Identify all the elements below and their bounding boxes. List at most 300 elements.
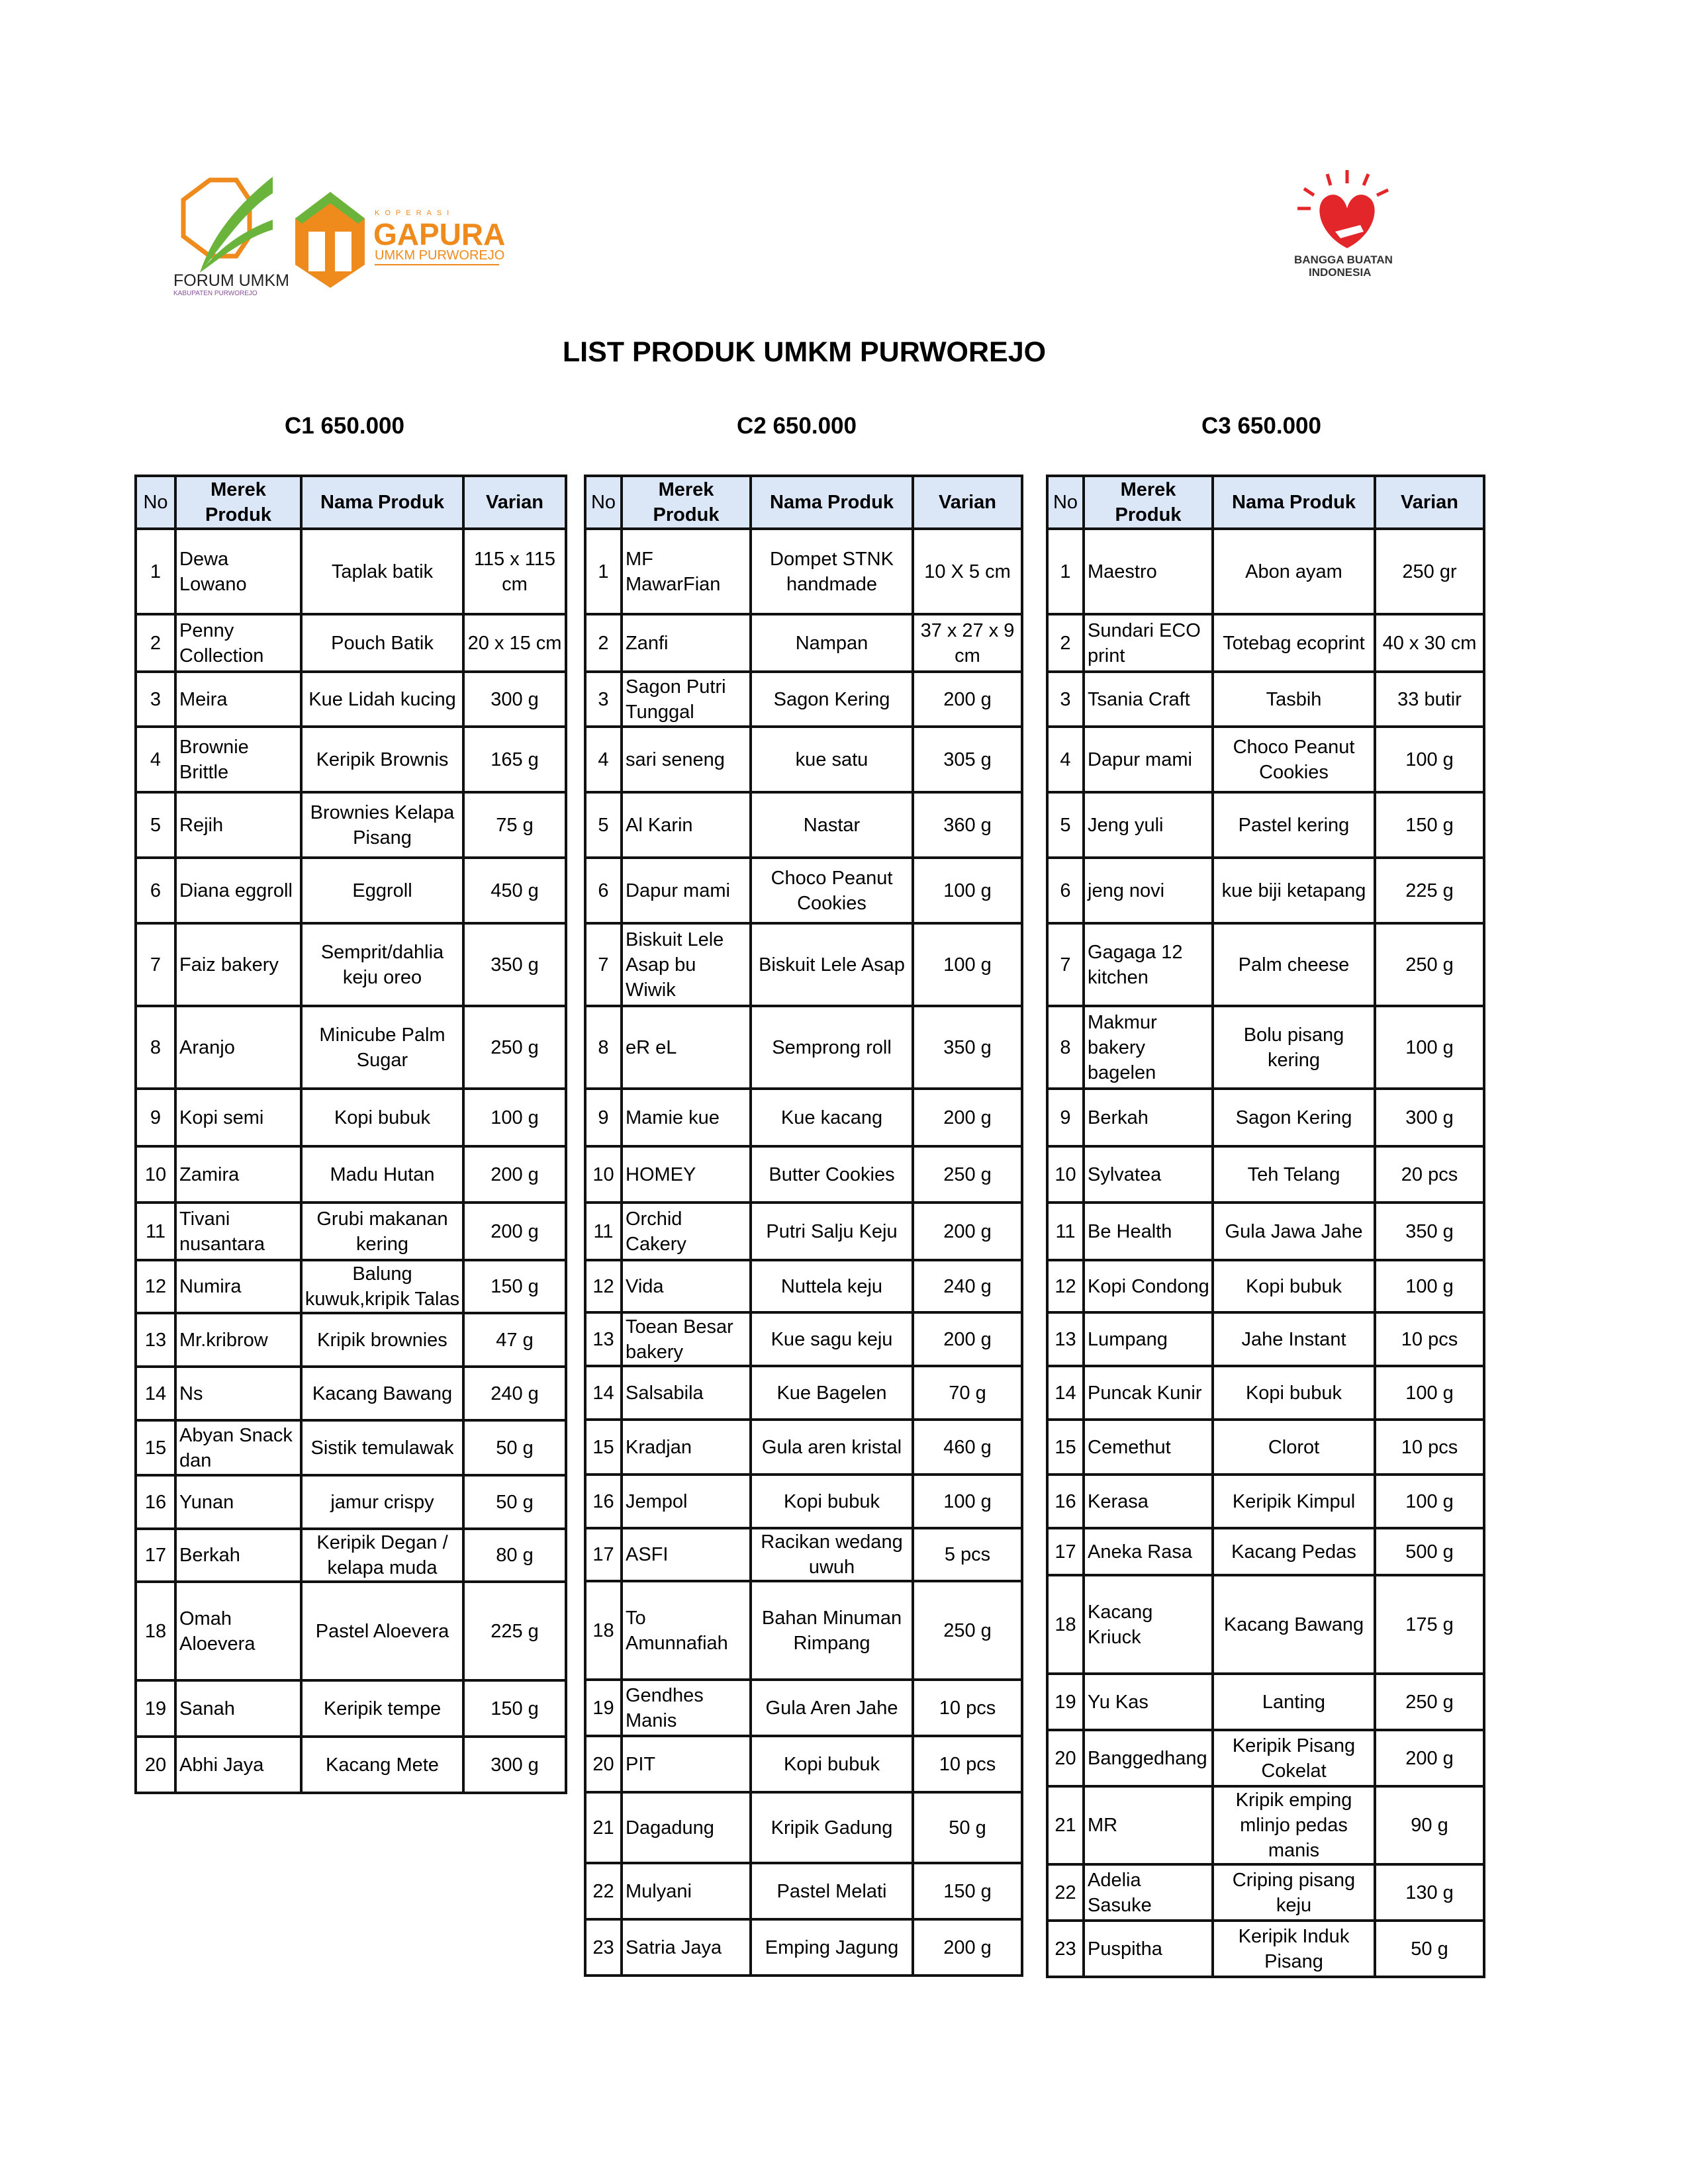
cell-product: Keripik Brownis [301, 727, 463, 792]
col-header-no: No [1047, 476, 1084, 529]
cell-product: Taplak batik [301, 529, 463, 614]
forum-umkm-logo [173, 173, 289, 297]
cell-brand: Meira [175, 672, 301, 727]
cell-no: 3 [585, 672, 622, 727]
cell-variant: 100 g [913, 1475, 1022, 1528]
cell-product: Totebag ecoprint [1213, 614, 1375, 672]
cell-no: 22 [585, 1863, 622, 1919]
cell-no: 14 [1047, 1366, 1084, 1420]
heart-icon [1294, 169, 1400, 281]
product-table-c1 [134, 475, 567, 1794]
cell-no: 20 [136, 1737, 175, 1793]
cell-product: Kopi bubuk [1213, 1260, 1375, 1312]
cell-no: 15 [585, 1420, 622, 1475]
cell-brand: Abhi Jaya [175, 1737, 301, 1793]
cell-product: Choco Peanut Cookies [751, 858, 913, 923]
cell-variant: 80 g [463, 1529, 566, 1582]
cell-product: Nuttela keju [751, 1260, 913, 1312]
cell-brand: eR eL [622, 1006, 751, 1089]
cell-variant: 40 x 30 cm [1375, 614, 1484, 672]
cell-no: 10 [585, 1146, 622, 1203]
cell-product: Keripik Degan / kelapa muda [301, 1529, 463, 1582]
cell-brand: PIT [622, 1736, 751, 1792]
cell-variant: 200 g [913, 1919, 1022, 1976]
cell-no: 18 [1047, 1575, 1084, 1674]
category-c1-title: C1 650.000 [285, 413, 404, 439]
cell-brand: To Amunnafiah [622, 1581, 751, 1680]
table-row [1047, 923, 1484, 1006]
cell-variant: 240 g [463, 1367, 566, 1420]
cell-no: 5 [1047, 792, 1084, 858]
cell-no: 17 [1047, 1528, 1084, 1575]
table-row [585, 792, 1022, 858]
cell-product: Madu Hutan [301, 1146, 463, 1203]
gapura-name: GAPURA [373, 217, 506, 251]
cell-variant: 100 g [463, 1089, 566, 1146]
category-c3-title: C3 650.000 [1201, 413, 1321, 439]
cell-product: Minicube Palm Sugar [301, 1006, 463, 1089]
col-header-variant: Varian [913, 476, 1022, 529]
table-row [1047, 727, 1484, 792]
cell-variant: 90 g [1375, 1786, 1484, 1864]
cell-variant: 10 pcs [913, 1680, 1022, 1736]
cell-brand: Orchid Cakery [622, 1203, 751, 1260]
cell-brand: Brownie Brittle [175, 727, 301, 792]
table-row [1047, 1312, 1484, 1366]
col-header-no: No [585, 476, 622, 529]
cell-variant: 100 g [1375, 1475, 1484, 1528]
table-row [1047, 792, 1484, 858]
cell-no: 16 [1047, 1475, 1084, 1528]
table-row [585, 614, 1022, 672]
cell-product: Putri Salju Keju [751, 1203, 913, 1260]
cell-brand: Maestro [1084, 529, 1213, 614]
table-row [1047, 858, 1484, 923]
cell-product: Balung kuwuk,kripik Talas [301, 1260, 463, 1313]
cell-variant: 200 g [913, 1089, 1022, 1146]
table-row [1047, 1089, 1484, 1146]
cell-variant: 150 g [463, 1260, 566, 1313]
cell-variant: 350 g [1375, 1203, 1484, 1260]
cell-product: Kacang Bawang [301, 1367, 463, 1420]
cell-product: Grubi makanan kering [301, 1203, 463, 1260]
table-row [1047, 1575, 1484, 1674]
cell-product: Kacang Pedas [1213, 1528, 1375, 1575]
table-row [585, 923, 1022, 1006]
table-row [136, 858, 566, 923]
cell-variant: 100 g [1375, 1260, 1484, 1312]
cell-brand: Tsania Craft [1084, 672, 1213, 727]
cell-no: 12 [136, 1260, 175, 1313]
table-row [1047, 1730, 1484, 1786]
gapura-subtitle: UMKM PURWOREJO [375, 248, 505, 263]
cell-brand: Aranjo [175, 1006, 301, 1089]
table-row [1047, 1420, 1484, 1475]
cell-no: 10 [1047, 1146, 1084, 1203]
cell-brand: MF MawarFian [622, 529, 751, 614]
table-row [585, 672, 1022, 727]
col-header-variant: Varian [463, 476, 566, 529]
cell-brand: Yunan [175, 1475, 301, 1529]
table-row [585, 1736, 1022, 1792]
cell-no: 10 [136, 1146, 175, 1203]
cell-brand: Banggedhang [1084, 1730, 1213, 1786]
cell-no: 17 [585, 1528, 622, 1581]
cell-no: 21 [1047, 1786, 1084, 1864]
cell-brand: Kopi Condong [1084, 1260, 1213, 1312]
cell-variant: 500 g [1375, 1528, 1484, 1575]
cell-brand: Numira [175, 1260, 301, 1313]
cell-no: 8 [1047, 1006, 1084, 1089]
col-header-brand: Merek Produk [622, 476, 751, 529]
cell-product: Bolu pisang kering [1213, 1006, 1375, 1089]
cell-product: Kacang Mete [301, 1737, 463, 1793]
cell-no: 19 [1047, 1674, 1084, 1730]
cell-no: 11 [585, 1203, 622, 1260]
table-row [136, 529, 566, 614]
table-row [1047, 1786, 1484, 1864]
cell-brand: Diana eggroll [175, 858, 301, 923]
table-row [136, 1475, 566, 1529]
col-header-brand: Merek Produk [175, 476, 301, 529]
cell-brand: Dewa Lowano [175, 529, 301, 614]
table-header-row [1047, 476, 1484, 529]
cell-no: 20 [1047, 1730, 1084, 1786]
cell-product: Jahe Instant [1213, 1312, 1375, 1366]
cell-product: Keripik Induk Pisang [1213, 1921, 1375, 1977]
cell-variant: 175 g [1375, 1575, 1484, 1674]
cell-brand: Sylvatea [1084, 1146, 1213, 1203]
col-header-variant: Varian [1375, 476, 1484, 529]
cell-product: Semprong roll [751, 1006, 913, 1089]
cell-product: Keripik tempe [301, 1680, 463, 1737]
cell-brand: Toean Besar bakery [622, 1312, 751, 1366]
cell-brand: Dagadung [622, 1792, 751, 1863]
cell-brand: Makmur bakery bagelen [1084, 1006, 1213, 1089]
cell-no: 3 [136, 672, 175, 727]
cell-brand: Mulyani [622, 1863, 751, 1919]
table-row [136, 1420, 566, 1475]
cell-product: Keripik Pisang Cokelat [1213, 1730, 1375, 1786]
cell-no: 17 [136, 1529, 175, 1582]
cell-no: 15 [136, 1420, 175, 1475]
gapura-top-text: KOPERASI [375, 209, 455, 217]
cell-variant: 350 g [463, 923, 566, 1006]
cell-no: 8 [585, 1006, 622, 1089]
cell-variant: 200 g [1375, 1730, 1484, 1786]
cell-no: 1 [585, 529, 622, 614]
cell-brand: Adelia Sasuke [1084, 1864, 1213, 1921]
cell-variant: 360 g [913, 792, 1022, 858]
cell-no: 9 [136, 1089, 175, 1146]
cell-variant: 250 g [463, 1006, 566, 1089]
table-row [136, 1737, 566, 1793]
col-header-product: Nama Produk [1213, 476, 1375, 529]
cell-brand: Aneka Rasa [1084, 1528, 1213, 1575]
cell-variant: 460 g [913, 1420, 1022, 1475]
cell-brand: Zamira [175, 1146, 301, 1203]
cell-brand: Omah Aloevera [175, 1582, 301, 1680]
table-row [136, 1146, 566, 1203]
page-title: LIST PRODUK UMKM PURWOREJO [562, 336, 1047, 368]
cell-brand: Biskuit Lele Asap bu Wiwik [622, 923, 751, 1006]
cell-brand: Kradjan [622, 1420, 751, 1475]
cell-brand: Tivani nusantara [175, 1203, 301, 1260]
cell-product: Brownies Kelapa Pisang [301, 792, 463, 858]
cell-variant: 10 pcs [1375, 1312, 1484, 1366]
table-row [136, 1203, 566, 1260]
table-row [1047, 614, 1484, 672]
cell-brand: HOMEY [622, 1146, 751, 1203]
cell-no: 4 [585, 727, 622, 792]
cell-variant: 130 g [1375, 1864, 1484, 1921]
cell-variant: 10 pcs [913, 1736, 1022, 1792]
cell-brand: Be Health [1084, 1203, 1213, 1260]
cell-brand: MR [1084, 1786, 1213, 1864]
cell-variant: 225 g [463, 1582, 566, 1680]
col-header-product: Nama Produk [301, 476, 463, 529]
table-row [585, 1475, 1022, 1528]
cell-product: jamur crispy [301, 1475, 463, 1529]
table-row [1047, 672, 1484, 727]
cell-product: Kue Bagelen [751, 1366, 913, 1420]
table-row [585, 1792, 1022, 1863]
cell-no: 21 [585, 1792, 622, 1863]
cell-product: Criping pisang keju [1213, 1864, 1375, 1921]
table-row [1047, 1146, 1484, 1203]
cell-no: 9 [1047, 1089, 1084, 1146]
cell-product: Lanting [1213, 1674, 1375, 1730]
cell-brand: sari seneng [622, 727, 751, 792]
table-row [585, 1581, 1022, 1680]
cell-product: Dompet STNK handmade [751, 529, 913, 614]
cell-variant: 150 g [1375, 792, 1484, 858]
cell-variant: 250 gr [1375, 529, 1484, 614]
cell-product: Sistik temulawak [301, 1420, 463, 1475]
cell-brand: Sanah [175, 1680, 301, 1737]
cell-brand: Satria Jaya [622, 1919, 751, 1976]
cell-brand: Yu Kas [1084, 1674, 1213, 1730]
cell-variant: 240 g [913, 1260, 1022, 1312]
cell-product: Eggroll [301, 858, 463, 923]
cell-product: Clorot [1213, 1420, 1375, 1475]
cell-brand: jeng novi [1084, 858, 1213, 923]
table-row [136, 1680, 566, 1737]
cell-variant: 100 g [1375, 1366, 1484, 1420]
cell-variant: 47 g [463, 1313, 566, 1367]
table-row [1047, 1475, 1484, 1528]
table-row [1047, 1203, 1484, 1260]
table-row [1047, 1864, 1484, 1921]
cell-variant: 100 g [1375, 727, 1484, 792]
cell-brand: Lumpang [1084, 1312, 1213, 1366]
col-header-brand: Merek Produk [1084, 476, 1213, 529]
cell-brand: Zanfi [622, 614, 751, 672]
cell-variant: 10 pcs [1375, 1420, 1484, 1475]
cell-product: Kripik Gadung [751, 1792, 913, 1863]
cell-product: Kopi bubuk [751, 1736, 913, 1792]
table-row [136, 727, 566, 792]
cell-no: 4 [136, 727, 175, 792]
cell-product: kue biji ketapang [1213, 858, 1375, 923]
cell-no: 18 [136, 1582, 175, 1680]
cell-product: Butter Cookies [751, 1146, 913, 1203]
table-row [1047, 1260, 1484, 1312]
cell-variant: 20 x 15 cm [463, 614, 566, 672]
cell-product: Keripik Kimpul [1213, 1475, 1375, 1528]
cell-brand: Dapur mami [622, 858, 751, 923]
cell-variant: 150 g [913, 1863, 1022, 1919]
table-header-row [136, 476, 566, 529]
cell-variant: 250 g [1375, 1674, 1484, 1730]
cell-product: Gula Aren Jahe [751, 1680, 913, 1736]
cell-no: 16 [585, 1475, 622, 1528]
cell-variant: 50 g [913, 1792, 1022, 1863]
table-row [585, 858, 1022, 923]
cell-product: Kue kacang [751, 1089, 913, 1146]
cell-no: 7 [1047, 923, 1084, 1006]
col-header-no: No [136, 476, 175, 529]
cell-product: Pastel kering [1213, 792, 1375, 858]
cell-brand: Cemethut [1084, 1420, 1213, 1475]
cell-variant: 305 g [913, 727, 1022, 792]
cell-no: 6 [136, 858, 175, 923]
cell-no: 6 [1047, 858, 1084, 923]
cell-no: 12 [585, 1260, 622, 1312]
cell-variant: 200 g [913, 672, 1022, 727]
cell-no: 2 [585, 614, 622, 672]
cell-variant: 165 g [463, 727, 566, 792]
table-row [585, 1863, 1022, 1919]
cell-brand: Salsabila [622, 1366, 751, 1420]
table-row [1047, 1366, 1484, 1420]
cell-variant: 33 butir [1375, 672, 1484, 727]
cell-product: Teh Telang [1213, 1146, 1375, 1203]
cell-no: 16 [136, 1475, 175, 1529]
cell-variant: 250 g [913, 1146, 1022, 1203]
cell-brand: Kacang Kriuck [1084, 1575, 1213, 1674]
table-row [585, 529, 1022, 614]
cell-no: 4 [1047, 727, 1084, 792]
table-row [136, 792, 566, 858]
cell-brand: Abyan Snack dan [175, 1420, 301, 1475]
cell-brand: Jeng yuli [1084, 792, 1213, 858]
cell-brand: Mamie kue [622, 1089, 751, 1146]
cell-brand: Kerasa [1084, 1475, 1213, 1528]
cell-no: 3 [1047, 672, 1084, 727]
cell-no: 13 [585, 1312, 622, 1366]
table-header-row [585, 476, 1022, 529]
cell-brand: Kopi semi [175, 1089, 301, 1146]
cell-no: 1 [1047, 529, 1084, 614]
cell-no: 7 [585, 923, 622, 1006]
cell-no: 14 [136, 1367, 175, 1420]
cell-brand: Jempol [622, 1475, 751, 1528]
table-row [136, 1529, 566, 1582]
cell-no: 1 [136, 529, 175, 614]
cell-brand: Berkah [1084, 1089, 1213, 1146]
cell-product: Kripik emping mlinjo pedas manis [1213, 1786, 1375, 1864]
cell-product: Tasbih [1213, 672, 1375, 727]
cell-no: 23 [1047, 1921, 1084, 1977]
category-c2-title: C2 650.000 [737, 413, 857, 439]
table-row [1047, 1528, 1484, 1575]
cell-variant: 75 g [463, 792, 566, 858]
table-row [585, 1420, 1022, 1475]
table-row [585, 1312, 1022, 1366]
cell-brand: Ns [175, 1367, 301, 1420]
cell-variant: 300 g [1375, 1089, 1484, 1146]
cell-brand: Puspitha [1084, 1921, 1213, 1977]
cell-variant: 50 g [463, 1475, 566, 1529]
table-row [136, 923, 566, 1006]
table-row [585, 1528, 1022, 1581]
cell-no: 9 [585, 1089, 622, 1146]
gapura-emblem-icon [289, 185, 507, 291]
bangga-line1: BANGGA BUATAN [1294, 253, 1393, 266]
table-row [585, 1919, 1022, 1976]
cell-variant: 250 g [913, 1581, 1022, 1680]
cell-variant: 10 X 5 cm [913, 529, 1022, 614]
cell-brand: Gagaga 12 kitchen [1084, 923, 1213, 1006]
cell-variant: 115 x 115 cm [463, 529, 566, 614]
table-row [1047, 1006, 1484, 1089]
cell-product: Kue Lidah kucing [301, 672, 463, 727]
cell-no: 20 [585, 1736, 622, 1792]
table-row [136, 614, 566, 672]
cell-no: 19 [136, 1680, 175, 1737]
cell-product: Pastel Aloevera [301, 1582, 463, 1680]
cell-product: Kue sagu keju [751, 1312, 913, 1366]
table-row [585, 1203, 1022, 1260]
cell-no: 11 [1047, 1203, 1084, 1260]
cell-product: Pastel Melati [751, 1863, 913, 1919]
cell-variant: 50 g [463, 1420, 566, 1475]
table-row [136, 672, 566, 727]
cell-no: 12 [1047, 1260, 1084, 1312]
cell-brand: Al Karin [622, 792, 751, 858]
forum-umkm-name: FORUM UMKM [173, 271, 289, 290]
table-row [136, 1367, 566, 1420]
cell-product: Kopi bubuk [1213, 1366, 1375, 1420]
cell-product: Biskuit Lele Asap [751, 923, 913, 1006]
cell-product: Emping Jagung [751, 1919, 913, 1976]
cell-product: Gula aren kristal [751, 1420, 913, 1475]
cell-variant: 200 g [463, 1203, 566, 1260]
table-row [585, 1089, 1022, 1146]
cell-variant: 100 g [913, 858, 1022, 923]
cell-variant: 70 g [913, 1366, 1022, 1420]
cell-variant: 225 g [1375, 858, 1484, 923]
gapura-logo [289, 185, 507, 291]
cell-variant: 50 g [1375, 1921, 1484, 1977]
cell-product: Kopi bubuk [301, 1089, 463, 1146]
table-row [136, 1089, 566, 1146]
cell-no: 13 [136, 1313, 175, 1367]
cell-product: Sagon Kering [751, 672, 913, 727]
cell-product: Bahan Minuman Rimpang [751, 1581, 913, 1680]
cell-variant: 200 g [463, 1146, 566, 1203]
table-row [136, 1313, 566, 1367]
table-row [1047, 529, 1484, 614]
cell-brand: Faiz bakery [175, 923, 301, 1006]
cell-brand: Rejih [175, 792, 301, 858]
cell-product: Kopi bubuk [751, 1475, 913, 1528]
table-row [585, 1680, 1022, 1736]
table-row [585, 1260, 1022, 1312]
cell-brand: Puncak Kunir [1084, 1366, 1213, 1420]
cell-no: 2 [1047, 614, 1084, 672]
